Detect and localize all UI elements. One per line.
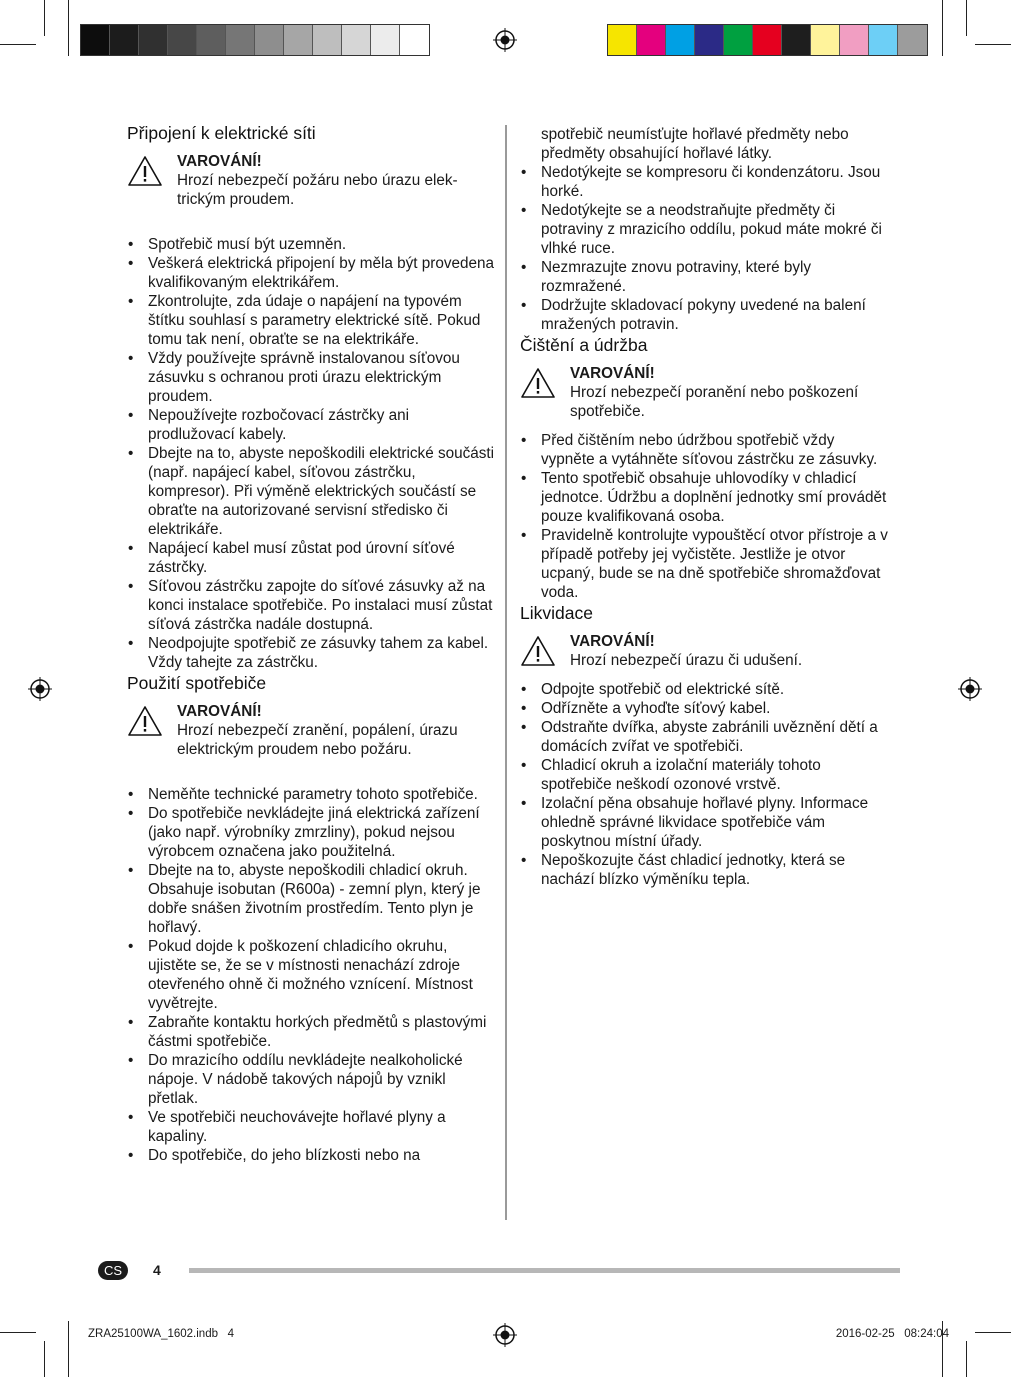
bullet-list-cleaning [520, 431, 890, 602]
warning-title: VAROVÁNÍ! [177, 153, 262, 170]
slug-filename: ZRA25100WA_1602.indb 4 [88, 1328, 234, 1340]
color-swatch [342, 25, 371, 55]
warning-text: Hrozí nebezpečí poranění nebo poškození spotřebiče. [570, 384, 859, 420]
color-swatch [695, 25, 724, 55]
color-swatch [226, 25, 255, 55]
list-item: • Nepoškozujte část chladicí jednotky, která se nachází blízko výměníku tepla. [520, 851, 890, 889]
footer-rule [189, 1268, 900, 1273]
list-item: • Do mrazicího oddílu nevkládejte nealkoholické nápoje. V nádobě takových nápojů by vznikl přetlak. [127, 1051, 495, 1108]
language-badge: CS [98, 1261, 128, 1280]
warning-content [570, 364, 890, 421]
color-swatch [840, 25, 869, 55]
color-swatch [666, 25, 695, 55]
warning-triangle-icon [520, 632, 570, 670]
list-item: • Neodpojujte spotřebič ze zásuvky tahem za kabel. Vždy tahejte za zástrčku. [127, 634, 495, 672]
bullet-list-usage-continued [520, 163, 890, 334]
list-item: • Pravidelně kontrolujte vypouštěcí otvor přístroje a v případě potřeby jej vyčistěte. Jestliže je otvor ucpaný, bude se na dně spotřebiče shromažďovat voda. [520, 526, 890, 602]
section-heading-usage: Použití spotřebiče [127, 673, 267, 693]
section-heading-disposal: Likvidace [520, 603, 593, 623]
color-swatch [898, 25, 927, 55]
color-swatch [371, 25, 400, 55]
crop-mark [975, 1332, 1011, 1333]
color-swatch [110, 25, 139, 55]
list-item: • Zabraňte kontaktu horkých předmětů s plastovými částmi spotřebiče. [127, 1013, 495, 1051]
warning-content [177, 152, 495, 209]
list-item: • Odpojte spotřebič od elektrické sítě. [520, 680, 890, 699]
list-item: • Dodržujte skladovací pokyny uvedené na balení mražených potravin. [520, 296, 890, 334]
crop-mark [966, 1341, 967, 1377]
crop-mark [68, 0, 69, 56]
list-item: • Pokud dojde k poškození chladicího okruhu, ujistěte se, že se v místnosti nenachází zdroje otevřeného ohně či možného vznícení. Místnost vyvětrejte. [127, 937, 495, 1013]
color-swatch [869, 25, 898, 55]
color-swatch [400, 25, 429, 55]
grayscale-color-bar [80, 24, 430, 56]
list-item: • Spotřebič musí být uzemněn. [127, 235, 495, 254]
list-item: • Zkontrolujte, zda údaje o napájení na typovém štítku souhlasí s parametry elektrické sítě. Pokud tomu tak není, obraťte se na elektrikáře. [127, 292, 495, 349]
color-swatch [313, 25, 342, 55]
color-swatch [608, 25, 637, 55]
color-swatch [724, 25, 753, 55]
list-item: • Nedotýkejte se a neodstraňujte předměty či potraviny z mrazicího oddílu, pokud máte mokré či vlhké ruce. [520, 201, 890, 258]
color-swatch [168, 25, 197, 55]
warning-content [177, 702, 495, 759]
section-heading-electrical: Připojení k elektrické síti [127, 123, 316, 143]
list-item: • Ve spotřebiči neuchovávejte hořlavé plyny a kapaliny. [127, 1108, 495, 1146]
crop-mark [0, 1332, 36, 1333]
list-item: • Síťovou zástrčku zapojte do síťové zásuvky až na konci instalace spotřebiče. Po instalaci musí zůstat síťová zástrčka nadále dostupná. [127, 577, 495, 634]
column-divider [505, 125, 507, 1220]
color-swatch [81, 25, 110, 55]
list-item: • Napájecí kabel musí zůstat pod úrovní síťové zástrčky. [127, 539, 495, 577]
registration-mark-icon [958, 677, 982, 701]
color-swatch [197, 25, 226, 55]
warning-text: Hrozí nebezpečí požáru nebo úrazu elek-trickým proudem. [177, 172, 458, 208]
color-swatch [255, 25, 284, 55]
list-item: • Tento spotřebič obsahuje uhlovodíky v chladicí jednotce. Údržbu a doplnění jednotky smí provádět pouze kvalifikovaná osoba. [520, 469, 890, 526]
slug-timestamp: 2016-02-25 08:24:04 [835, 1328, 949, 1340]
color-swatch [782, 25, 811, 55]
bullet-list-disposal [520, 680, 890, 889]
list-item: • Vždy používejte správně instalovanou síťovou zásuvku s ochranou proti úrazu elektrickým proudem. [127, 349, 495, 406]
list-item: • Neměňte technické parametry tohoto spotřebiče. [127, 785, 495, 804]
list-item: • Dbejte na to, abyste nepoškodili chladicí okruh. Obsahuje isobutan (R600a) - zemní plyn, který je dobře snášen životním prostředím. Tento plyn je hořlavý. [127, 861, 495, 937]
list-item: • Do spotřebiče nevkládejte jiná elektrická zařízení (jako např. výrobníky zmrzliny), pokud nejsou výrobcem označena jako použitelná. [127, 804, 495, 861]
warning-content [570, 632, 802, 670]
registration-mark-icon [28, 677, 52, 701]
warning-triangle-icon [127, 702, 177, 759]
warning-block [520, 632, 890, 670]
process-color-bar [607, 24, 928, 56]
list-item: • Před čištěním nebo údržbou spotřebič vždy vypněte a vytáhněte síťovou zástrčku ze zásuvky. [520, 431, 890, 469]
list-item: • Nedotýkejte se kompresoru či kondenzátoru. Jsou horké. [520, 163, 890, 201]
right-column [520, 125, 890, 889]
list-item: • Odstraňte dvířka, abyste zabránili uvěznění dětí a domácích zvířat ve spotřebiči. [520, 718, 890, 756]
warning-block [127, 152, 495, 209]
list-item: • Nezmrazujte znovu potraviny, které byly rozmražené. [520, 258, 890, 296]
warning-triangle-icon [520, 364, 570, 421]
color-swatch [284, 25, 313, 55]
warning-title: VAROVÁNÍ! [177, 703, 262, 720]
warning-title: VAROVÁNÍ! [570, 365, 655, 382]
continued-bullet-text: spotřebič neumísťujte hořlavé předměty nebo předměty obsahující hořlavé látky. [541, 126, 849, 162]
color-swatch [753, 25, 782, 55]
warning-block [520, 364, 890, 421]
warning-text: Hrozí nebezpečí úrazu či udušení. [570, 652, 803, 669]
crop-mark [44, 1341, 45, 1377]
list-item: • Odřízněte a vyhoďte síťový kabel. [520, 699, 890, 718]
color-swatch [139, 25, 168, 55]
page-number: 4 [153, 1262, 161, 1278]
crop-mark [44, 0, 45, 36]
list-item: • Nepoužívejte rozbočovací zástrčky ani prodlužovací kabely. [127, 406, 495, 444]
list-item: • Veškerá elektrická připojení by měla být provedena kvalifikovaným elektrikářem. [127, 254, 495, 292]
crop-mark [975, 44, 1011, 45]
color-swatch [637, 25, 666, 55]
crop-mark [68, 1321, 69, 1377]
left-column [127, 122, 495, 1165]
section-heading-cleaning: Čištění a údržba [520, 335, 648, 355]
crop-mark [0, 44, 36, 45]
list-item: • Do spotřebiče, do jeho blízkosti nebo na [127, 1146, 495, 1165]
registration-mark-icon [493, 1323, 517, 1347]
registration-mark-icon [493, 28, 517, 52]
list-item: • Dbejte na to, abyste nepoškodili elektrické součásti (např. napájecí kabel, síťovou zástrčku, kompresor). Při výměně elektrických součástí se obraťte na autorizované servisní středisko či elektrikáře. [127, 444, 495, 539]
warning-title: VAROVÁNÍ! [570, 633, 655, 650]
bullet-list-usage [127, 785, 495, 1165]
warning-text: Hrozí nebezpečí zranění, popálení, úrazu elektrickým proudem nebo požáru. [177, 722, 458, 758]
warning-block [127, 702, 495, 759]
warning-triangle-icon [127, 152, 177, 209]
list-item: • Chladicí okruh a izolační materiály tohoto spotřebiče neškodí ozonové vrstvě. [520, 756, 890, 794]
crop-mark [942, 0, 943, 56]
bullet-list-electrical [127, 235, 495, 672]
crop-mark [966, 0, 967, 36]
list-item: • Izolační pěna obsahuje hořlavé plyny. Informace ohledně správné likvidace spotřebiče vám poskytnou místní úřady. [520, 794, 890, 851]
color-swatch [811, 25, 840, 55]
